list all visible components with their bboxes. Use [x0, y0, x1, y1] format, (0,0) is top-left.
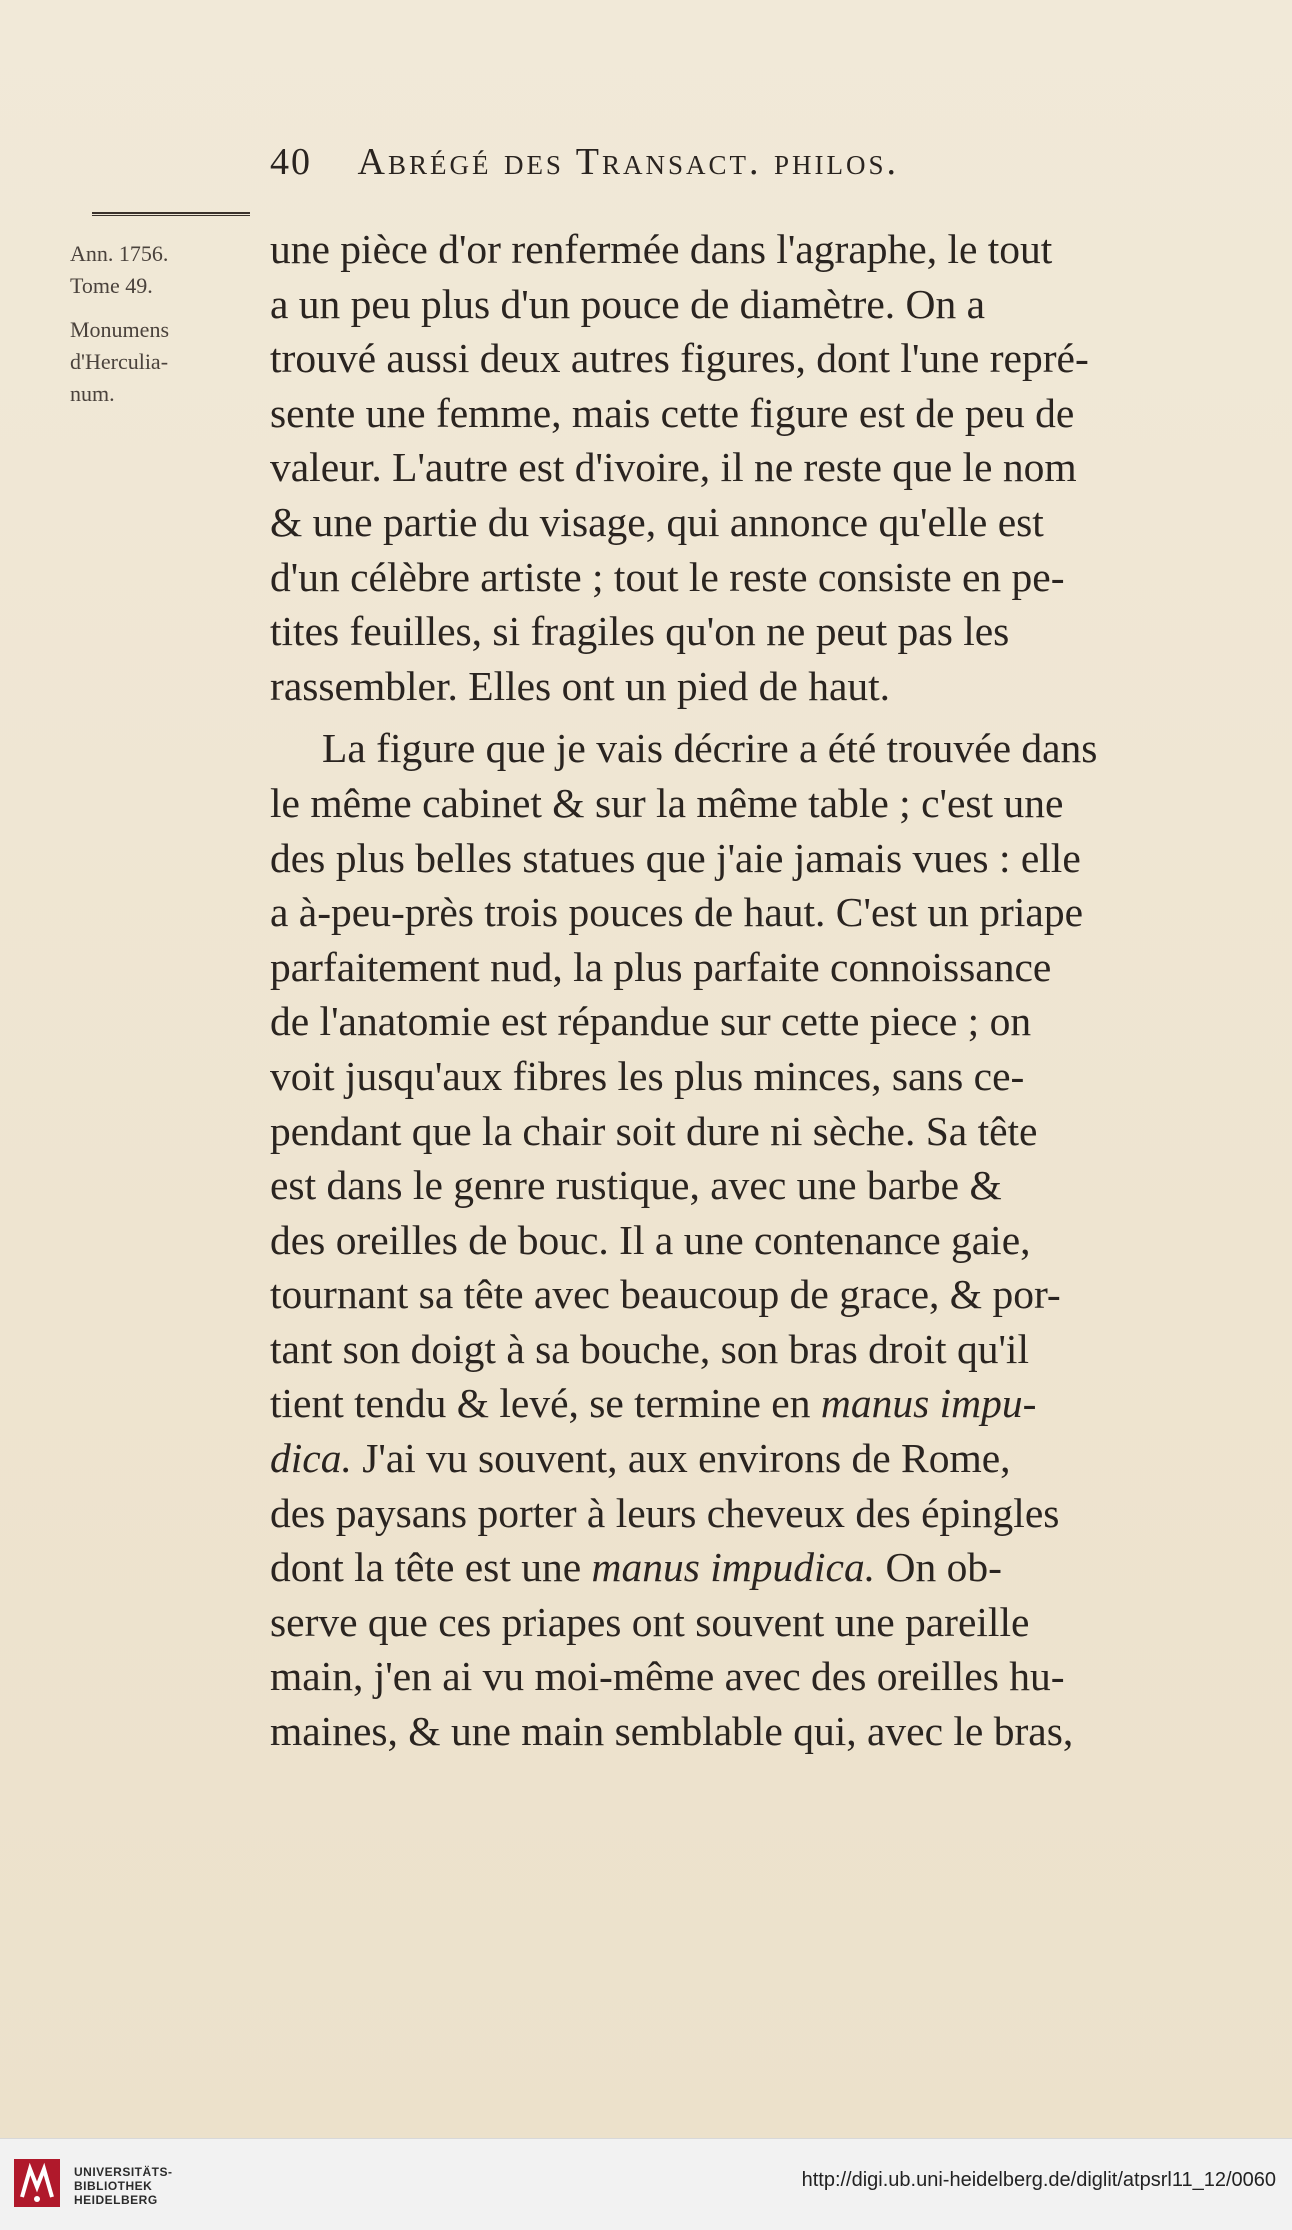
margin-volume: Tome 49.: [70, 273, 153, 298]
text-line: a à-peu-près trois pouces de haut. C'est un priape: [270, 889, 1083, 936]
text-line: sente une femme, mais cette figure est de peu de: [270, 389, 1075, 436]
text-line: d'un célèbre artiste ; tout le reste consiste en pe-: [270, 553, 1065, 600]
text-run: J'ai vu souvent, aux environs de Rome,: [351, 1435, 1011, 1482]
italic-latin: manus impu-: [820, 1380, 1037, 1427]
margin-subject-line: Monumens: [70, 317, 169, 342]
library-name: [74, 2165, 173, 2207]
library-name-line: UNIVERSITÄTS-: [74, 2165, 173, 2179]
text-line: trouvé aussi deux autres figures, dont l'une repré-: [270, 335, 1089, 382]
text-line: rassembler. Elles ont un pied de haut.: [270, 662, 891, 709]
text-line: tournant sa tête avec beaucoup de grace, & por-: [270, 1271, 1061, 1318]
text-line: [270, 1540, 1170, 1595]
text-line: valeur. L'autre est d'ivoire, il ne reste que le nom: [270, 444, 1077, 491]
margin-notes: [70, 238, 270, 410]
text-line: a un peu plus d'un pouce de diamètre. On a: [270, 280, 986, 327]
text-run: dont la tête est une: [270, 1544, 592, 1591]
text-line: une pièce d'or renfermée dans l'agraphe, le tout: [270, 226, 1053, 272]
text-line: main, j'en ai vu moi-même avec des oreilles hu-: [270, 1653, 1065, 1700]
viewer-footer: [0, 2138, 1292, 2230]
text-line: de l'anatomie est répandue sur cette piece ; on: [270, 998, 1032, 1045]
text-run: tient tendu & levé, se termine en: [270, 1380, 821, 1427]
text-line: est dans le genre rustique, avec une barbe &: [270, 1162, 1002, 1209]
text-line: pendant que la chair soit dure ni sèche. Sa tête: [270, 1107, 1038, 1154]
text-line: tant son doigt à sa bouche, son bras droit qu'il: [270, 1325, 1029, 1372]
permalink[interactable]: http://digi.ub.uni-heidelberg.de/diglit/atpsrl11_12/0060: [801, 2169, 1276, 2191]
body-text: [270, 222, 1170, 1759]
italic-latin: manus impudica.: [591, 1544, 876, 1591]
running-title: Abrégé des Transact. philos.: [357, 141, 900, 183]
text-line: [270, 1431, 1170, 1486]
library-seal-icon: [12, 2157, 62, 2209]
margin-subject-line: d'Herculia-: [70, 349, 169, 374]
paragraph-first-line: La figure que je vais décrire a été trouvée dans: [322, 725, 1098, 772]
text-run: On ob-: [875, 1544, 1002, 1591]
text-line: maines, & une main semblable qui, avec le bras,: [270, 1708, 1074, 1755]
text-line: des plus belles statues que j'aie jamais vues : elle: [270, 834, 1081, 881]
text-line: [270, 1376, 1170, 1431]
library-logo[interactable]: [12, 2155, 173, 2215]
margin-rule: [92, 212, 250, 216]
text-line: parfaitement nud, la plus parfaite connoissance: [270, 943, 1052, 990]
italic-latin: dica.: [270, 1435, 352, 1482]
page-number: 40: [270, 141, 312, 183]
library-name-line: BIBLIOTHEK: [74, 2179, 153, 2193]
text-line: tites feuilles, si fragiles qu'on ne peut pas les: [270, 608, 1010, 655]
running-header: [270, 140, 1130, 184]
text-line: des paysans porter à leurs cheveux des épingles: [270, 1489, 1060, 1536]
text-line: serve que ces priapes ont souvent une pareille: [270, 1598, 1030, 1645]
margin-subject-line: num.: [70, 381, 115, 406]
text-line: & une partie du visage, qui annonce qu'elle est: [270, 498, 1044, 545]
text-line: des oreilles de bouc. Il a une contenance gaie,: [270, 1216, 1031, 1263]
library-name-line: HEIDELBERG: [74, 2193, 158, 2207]
margin-year: Ann. 1756.: [70, 241, 169, 266]
text-line: voit jusqu'aux fibres les plus minces, sans ce-: [270, 1052, 1025, 1099]
text-line: le même cabinet & sur la même table ; c'est une: [270, 779, 1064, 826]
